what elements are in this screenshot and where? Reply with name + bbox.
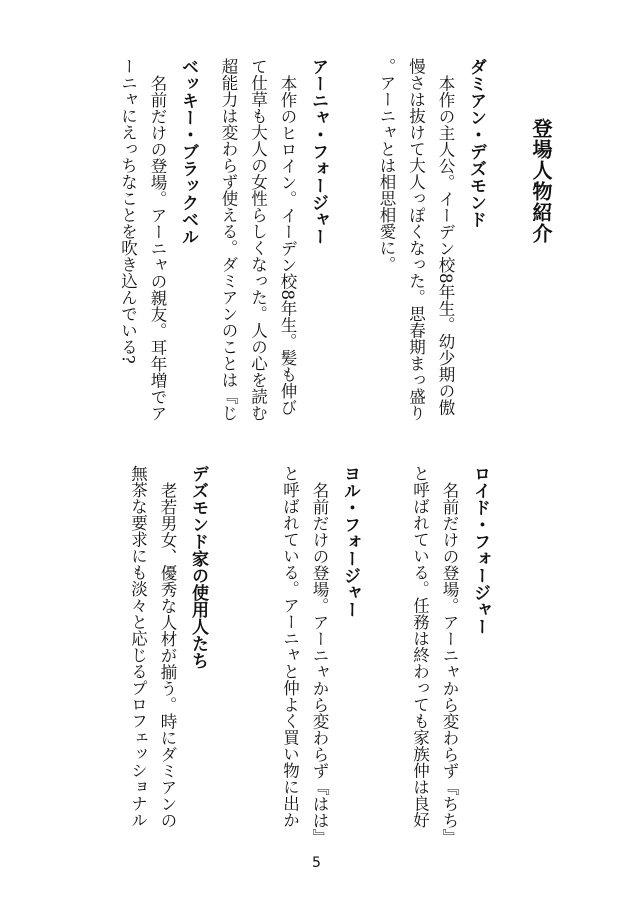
character-entry-servants [120, 465, 210, 840]
character-name: アーニャ・フォージャー [308, 58, 328, 245]
character-name: ベッキー・ブラックベル [178, 58, 198, 245]
character-entry-yor [272, 465, 362, 840]
character-name: ダミアン・デズモンド [466, 58, 486, 228]
character-description: 本作の主人公。イーデン校8年生。幼少期の傲慢さは抜けて大人っぽくなった。思春期まっ盛り。アーニャとは相思相愛に。 [377, 58, 455, 421]
character-entry-damian [368, 58, 488, 428]
character-name: デズモンド家の使用人たち [188, 465, 208, 669]
character-entry-becky [110, 58, 200, 428]
page-title: 登場人物紹介 [529, 118, 553, 244]
page-number: 5 [312, 855, 321, 871]
character-name: ロイド・フォージャー [470, 465, 490, 635]
character-name: ヨル・フォージャー [340, 465, 360, 618]
character-description: 名前だけの登場。アーニャから変わらず『ちち』と呼ばれている。任務は終わっても家族仲は良好 [410, 465, 459, 837]
character-description: 名前だけの登場。アーニャの親友。耳年増でアーニャにえっちなことを吹き込んでいる? [118, 58, 167, 421]
character-description: 本作のヒロイン。イーデン校8年生。髪も伸びて仕草も大人の女性らしくなった。人の心を読む超能力は変わらず使える。ダミアンのことは『じ [219, 58, 297, 421]
character-description: 老若男女、優秀な人材が揃う。時にダミアンの無茶な要求にも淡々と応じるプロフェッショナル [128, 465, 177, 828]
character-entry-loid [402, 465, 492, 840]
character-description: 名前だけの登場。アーニャから変わらず『はは』と呼ばれている。アーニャと仲よく買い物に出か [280, 465, 329, 837]
character-entry-anya [210, 58, 330, 428]
